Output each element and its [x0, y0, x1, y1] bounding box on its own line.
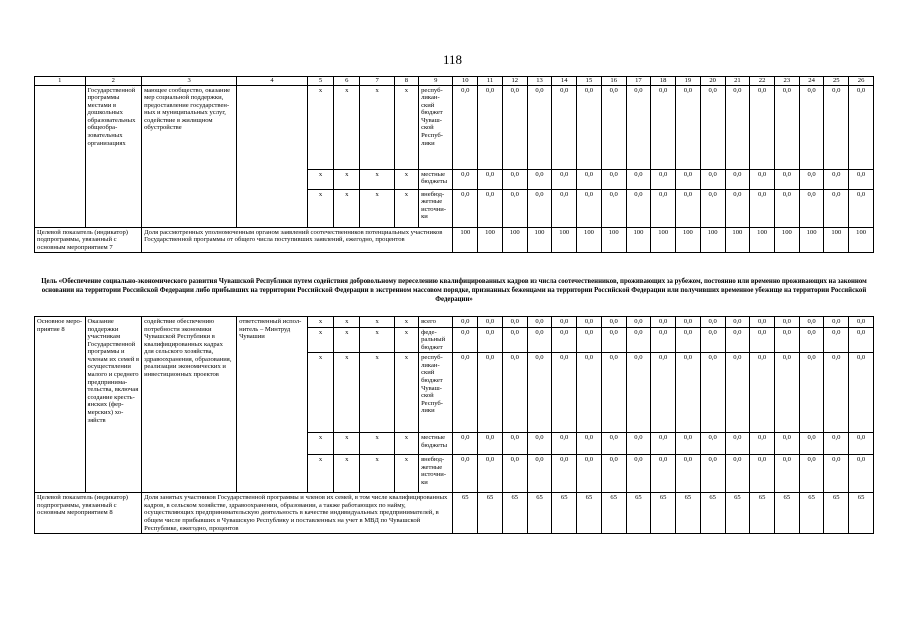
- column-number: 1: [35, 77, 86, 86]
- target-value-cell: 100: [626, 227, 651, 253]
- value-cell: 0,0: [700, 353, 725, 433]
- column-number: 21: [725, 77, 750, 86]
- value-cell: 0,0: [453, 85, 478, 169]
- value-cell: 0,0: [502, 433, 527, 455]
- target-value-cell: 65: [601, 493, 626, 534]
- value-cell: 0,0: [502, 353, 527, 433]
- value-cell: 0,0: [750, 455, 775, 493]
- value-cell: 0,0: [750, 433, 775, 455]
- value-cell: 0,0: [676, 327, 701, 353]
- value-cell: 0,0: [651, 327, 676, 353]
- target-value-cell: 65: [725, 493, 750, 534]
- target-value-cell: 100: [527, 227, 552, 253]
- target-value-cell: 100: [774, 227, 799, 253]
- code-cell: x: [360, 317, 394, 328]
- column-number: 12: [502, 77, 527, 86]
- value-cell: 0,0: [725, 85, 750, 169]
- value-cell: 0,0: [849, 85, 874, 169]
- value-cell: 0,0: [700, 317, 725, 328]
- column-number: 24: [799, 77, 824, 86]
- value-cell: 0,0: [552, 85, 577, 169]
- value-cell: 0,0: [626, 317, 651, 328]
- value-cell: 0,0: [725, 189, 750, 227]
- value-cell: 0,0: [824, 317, 849, 328]
- value-cell: 0,0: [700, 455, 725, 493]
- column-number: 6: [334, 77, 360, 86]
- column-number: 20: [700, 77, 725, 86]
- funding-source-cell: внебюджетные источники: [419, 455, 453, 493]
- table-block-2: [34, 316, 874, 534]
- value-cell: 0,0: [527, 433, 552, 455]
- target-indicator-label: Целевой показатель (индикатор) подпрограммы, увязанный с основным мероприятием 8: [35, 493, 142, 534]
- value-cell: 0,0: [626, 433, 651, 455]
- value-cell: 0,0: [552, 327, 577, 353]
- column-number: 3: [142, 77, 237, 86]
- value-cell: 0,0: [552, 433, 577, 455]
- code-cell: x: [307, 85, 333, 169]
- column-number: 16: [601, 77, 626, 86]
- target-value-cell: 100: [676, 227, 701, 253]
- target-indicator-text: Доля рассмотренных уполномоченным органом заявлений соотечественников потенциальных участников Государственной программы от общего числа поступивших заявлений, ежегодно, процентов: [142, 227, 453, 253]
- target-value-cell: 65: [700, 493, 725, 534]
- column-number: 10: [453, 77, 478, 86]
- value-cell: 0,0: [676, 433, 701, 455]
- value-cell: 0,0: [478, 189, 503, 227]
- code-cell: x: [307, 317, 333, 328]
- target-value-cell: 100: [824, 227, 849, 253]
- code-cell: x: [307, 433, 333, 455]
- value-cell: 0,0: [676, 189, 701, 227]
- activity-name-cell: Оказание поддержки участникам Государственной программы и членам их семей в осуществлении малого и среднего предпринимательства, включая создание крестьянских (фермерских) хозяйств: [85, 317, 142, 493]
- value-cell: 0,0: [527, 317, 552, 328]
- value-cell: 0,0: [651, 189, 676, 227]
- value-cell: 0,0: [799, 327, 824, 353]
- value-cell: 0,0: [725, 455, 750, 493]
- value-cell: 0,0: [651, 455, 676, 493]
- value-cell: 0,0: [849, 317, 874, 328]
- funding-row: [35, 85, 874, 169]
- table-block-1: [34, 76, 874, 253]
- column-number: 26: [849, 77, 874, 86]
- funding-source-cell: местные бюджеты: [419, 169, 453, 189]
- target-indicator-row: [35, 493, 874, 534]
- value-cell: 0,0: [651, 85, 676, 169]
- value-cell: 0,0: [725, 327, 750, 353]
- code-cell: x: [334, 433, 360, 455]
- funding-source-cell: федеральный бюджет: [419, 327, 453, 353]
- target-indicator-text: Доля занятых участников Государственной программы и членов их семей, в том числе квалифицированных кадров, в сельском хозяйстве, здравоохранении, образовании, а также работающих по найму, осуществляющих предпринимательскую деятельность в качестве индивидуальных предпринимателей, в общем числе прибывших в Чувашскую Республику и поставленных на учет в МВД по Чувашской Республике, ежегодно, процентов: [142, 493, 453, 534]
- value-cell: 0,0: [725, 353, 750, 433]
- value-cell: 0,0: [824, 189, 849, 227]
- column-number: 4: [237, 77, 308, 86]
- code-cell: x: [334, 327, 360, 353]
- value-cell: 0,0: [626, 169, 651, 189]
- value-cell: 0,0: [478, 169, 503, 189]
- value-cell: 0,0: [552, 169, 577, 189]
- value-cell: 0,0: [824, 85, 849, 169]
- code-cell: x: [307, 189, 333, 227]
- column-number: 25: [824, 77, 849, 86]
- value-cell: 0,0: [577, 189, 602, 227]
- value-cell: 0,0: [601, 433, 626, 455]
- column-number: 19: [676, 77, 701, 86]
- value-cell: 0,0: [577, 455, 602, 493]
- value-cell: 0,0: [700, 169, 725, 189]
- column-number: 2: [85, 77, 142, 86]
- value-cell: 0,0: [676, 169, 701, 189]
- column-number: 15: [577, 77, 602, 86]
- column-number: 11: [478, 77, 503, 86]
- value-cell: 0,0: [799, 169, 824, 189]
- value-cell: 0,0: [725, 433, 750, 455]
- value-cell: 0,0: [824, 169, 849, 189]
- funding-row: [35, 317, 874, 328]
- code-cell: x: [360, 327, 394, 353]
- column-number: 9: [419, 77, 453, 86]
- value-cell: 0,0: [750, 189, 775, 227]
- funding-source-cell: всего: [419, 317, 453, 328]
- value-cell: 0,0: [577, 169, 602, 189]
- value-cell: 0,0: [849, 189, 874, 227]
- code-cell: x: [394, 317, 418, 328]
- activity-goal-cell: мающее сообщество, оказание мер социальной поддержки, предоставление государственных и муниципальных услуг, содействие в жилищном обустройстве: [142, 85, 237, 227]
- value-cell: 0,0: [502, 85, 527, 169]
- code-cell: x: [334, 169, 360, 189]
- value-cell: 0,0: [750, 169, 775, 189]
- value-cell: 0,0: [774, 433, 799, 455]
- value-cell: 0,0: [527, 189, 552, 227]
- value-cell: 0,0: [799, 433, 824, 455]
- value-cell: 0,0: [478, 327, 503, 353]
- value-cell: 0,0: [676, 455, 701, 493]
- value-cell: 0,0: [651, 169, 676, 189]
- value-cell: 0,0: [626, 189, 651, 227]
- column-number: 18: [651, 77, 676, 86]
- value-cell: 0,0: [774, 189, 799, 227]
- code-cell: x: [360, 353, 394, 433]
- value-cell: 0,0: [478, 85, 503, 169]
- target-value-cell: 65: [824, 493, 849, 534]
- value-cell: 0,0: [502, 169, 527, 189]
- value-cell: 0,0: [725, 169, 750, 189]
- code-cell: x: [394, 353, 418, 433]
- value-cell: 0,0: [552, 189, 577, 227]
- funding-source-cell: внебюджетные источники: [419, 189, 453, 227]
- value-cell: 0,0: [478, 455, 503, 493]
- value-cell: 0,0: [453, 353, 478, 433]
- column-number-row: [35, 77, 874, 86]
- value-cell: 0,0: [453, 327, 478, 353]
- value-cell: 0,0: [700, 189, 725, 227]
- funding-source-cell: республиканский бюджет Чувашской Республики: [419, 85, 453, 169]
- value-cell: 0,0: [478, 317, 503, 328]
- target-value-cell: 100: [552, 227, 577, 253]
- target-value-cell: 65: [774, 493, 799, 534]
- value-cell: 0,0: [799, 189, 824, 227]
- value-cell: 0,0: [453, 433, 478, 455]
- value-cell: 0,0: [502, 189, 527, 227]
- value-cell: 0,0: [502, 455, 527, 493]
- value-cell: 0,0: [577, 327, 602, 353]
- target-value-cell: 100: [725, 227, 750, 253]
- value-cell: 0,0: [552, 455, 577, 493]
- executor-cell: [237, 85, 308, 227]
- value-cell: 0,0: [750, 327, 775, 353]
- code-cell: x: [394, 455, 418, 493]
- target-value-cell: 100: [601, 227, 626, 253]
- goal-heading: Цель «Обеспечение социально-экономического развития Чувашской Республики путем содействия добровольному переселению квалифицированных кадров из числа соотечественников, проживающих за рубежом, постоянно или временно проживающих на законном основании на территории Российской Федерации либо прибывших на территории Российской Федерации в экстренном массовом порядке, признанных беженцами на территории Российской Федерации или получивших временное убежище на территории Российской Федерации»: [41, 278, 867, 303]
- value-cell: 0,0: [453, 189, 478, 227]
- code-cell: x: [394, 433, 418, 455]
- target-value-cell: 65: [453, 493, 478, 534]
- value-cell: 0,0: [849, 433, 874, 455]
- value-cell: 0,0: [577, 433, 602, 455]
- value-cell: 0,0: [527, 327, 552, 353]
- target-value-cell: 65: [750, 493, 775, 534]
- value-cell: 0,0: [626, 327, 651, 353]
- code-cell: x: [394, 85, 418, 169]
- target-value-cell: 100: [651, 227, 676, 253]
- target-value-cell: 100: [700, 227, 725, 253]
- code-cell: x: [394, 327, 418, 353]
- value-cell: 0,0: [676, 353, 701, 433]
- column-number: 5: [307, 77, 333, 86]
- value-cell: 0,0: [478, 353, 503, 433]
- value-cell: 0,0: [774, 327, 799, 353]
- value-cell: 0,0: [750, 353, 775, 433]
- value-cell: 0,0: [478, 433, 503, 455]
- column-number: 23: [774, 77, 799, 86]
- value-cell: 0,0: [849, 327, 874, 353]
- code-cell: x: [334, 85, 360, 169]
- value-cell: 0,0: [527, 169, 552, 189]
- value-cell: 0,0: [824, 433, 849, 455]
- target-value-cell: 65: [626, 493, 651, 534]
- value-cell: 0,0: [601, 189, 626, 227]
- code-cell: x: [360, 189, 394, 227]
- code-cell: x: [307, 169, 333, 189]
- target-value-cell: 65: [676, 493, 701, 534]
- target-value-cell: 65: [527, 493, 552, 534]
- target-value-cell: 65: [577, 493, 602, 534]
- target-value-cell: 65: [651, 493, 676, 534]
- target-value-cell: 100: [799, 227, 824, 253]
- target-value-cell: 100: [577, 227, 602, 253]
- target-value-cell: 100: [502, 227, 527, 253]
- code-cell: x: [334, 455, 360, 493]
- code-cell: x: [360, 433, 394, 455]
- target-value-cell: 65: [799, 493, 824, 534]
- funding-source-cell: местные бюджеты: [419, 433, 453, 455]
- code-cell: x: [360, 169, 394, 189]
- target-value-cell: 65: [552, 493, 577, 534]
- value-cell: 0,0: [626, 455, 651, 493]
- target-value-cell: 100: [750, 227, 775, 253]
- value-cell: 0,0: [651, 317, 676, 328]
- value-cell: 0,0: [799, 85, 824, 169]
- funding-source-cell: республиканский бюджет Чувашской Республики: [419, 353, 453, 433]
- value-cell: 0,0: [527, 455, 552, 493]
- value-cell: 0,0: [700, 85, 725, 169]
- activity-number-cell: Основное мероприятие 8: [35, 317, 86, 493]
- value-cell: 0,0: [750, 85, 775, 169]
- value-cell: 0,0: [552, 353, 577, 433]
- code-cell: x: [334, 317, 360, 328]
- value-cell: 0,0: [849, 353, 874, 433]
- value-cell: 0,0: [527, 85, 552, 169]
- value-cell: 0,0: [577, 317, 602, 328]
- value-cell: 0,0: [601, 317, 626, 328]
- value-cell: 0,0: [824, 353, 849, 433]
- value-cell: 0,0: [626, 353, 651, 433]
- value-cell: 0,0: [774, 455, 799, 493]
- value-cell: 0,0: [453, 169, 478, 189]
- value-cell: 0,0: [676, 317, 701, 328]
- value-cell: 0,0: [651, 433, 676, 455]
- executor-cell: ответственный исполнитель – Минтруд Чувашии: [237, 317, 308, 493]
- target-indicator-row: [35, 227, 874, 253]
- value-cell: 0,0: [502, 327, 527, 353]
- value-cell: 0,0: [849, 455, 874, 493]
- activity-name-cell: Государственной программы местами в дошкольных образовательных общеобразовательных организациях: [85, 85, 142, 227]
- value-cell: 0,0: [601, 85, 626, 169]
- value-cell: 0,0: [601, 455, 626, 493]
- target-value-cell: 65: [502, 493, 527, 534]
- value-cell: 0,0: [799, 353, 824, 433]
- value-cell: 0,0: [577, 85, 602, 169]
- column-number: 8: [394, 77, 418, 86]
- value-cell: 0,0: [453, 455, 478, 493]
- target-value-cell: 65: [849, 493, 874, 534]
- value-cell: 0,0: [774, 85, 799, 169]
- code-cell: x: [360, 455, 394, 493]
- value-cell: 0,0: [774, 353, 799, 433]
- value-cell: 0,0: [626, 85, 651, 169]
- value-cell: 0,0: [577, 353, 602, 433]
- page-number: 118: [442, 52, 463, 67]
- value-cell: 0,0: [799, 317, 824, 328]
- value-cell: 0,0: [651, 353, 676, 433]
- value-cell: 0,0: [527, 353, 552, 433]
- value-cell: 0,0: [774, 169, 799, 189]
- value-cell: 0,0: [750, 317, 775, 328]
- target-value-cell: 100: [849, 227, 874, 253]
- code-cell: x: [307, 455, 333, 493]
- value-cell: 0,0: [601, 353, 626, 433]
- code-cell: x: [334, 353, 360, 433]
- code-cell: x: [307, 353, 333, 433]
- activity-goal-cell: содействие обеспечению потребности экономики Чувашской Республики в квалифицированных кадрах для сельского хозяйства, здравоохранения, образования, реализации экономических и инвестиционных проектов: [142, 317, 237, 493]
- value-cell: 0,0: [676, 85, 701, 169]
- code-cell: x: [307, 327, 333, 353]
- value-cell: 0,0: [700, 433, 725, 455]
- value-cell: 0,0: [725, 317, 750, 328]
- value-cell: 0,0: [502, 317, 527, 328]
- code-cell: x: [334, 189, 360, 227]
- value-cell: 0,0: [601, 327, 626, 353]
- code-cell: x: [394, 169, 418, 189]
- value-cell: 0,0: [552, 317, 577, 328]
- column-number: 22: [750, 77, 775, 86]
- code-cell: x: [394, 189, 418, 227]
- column-number: 13: [527, 77, 552, 86]
- value-cell: 0,0: [824, 455, 849, 493]
- target-value-cell: 65: [478, 493, 503, 534]
- value-cell: 0,0: [799, 455, 824, 493]
- value-cell: 0,0: [824, 327, 849, 353]
- target-indicator-label: Целевой показатель (индикатор) подпрограммы, увязанный с основным мероприятием 7: [35, 227, 142, 253]
- value-cell: 0,0: [453, 317, 478, 328]
- code-cell: x: [360, 85, 394, 169]
- value-cell: 0,0: [774, 317, 799, 328]
- column-number: 17: [626, 77, 651, 86]
- target-value-cell: 100: [453, 227, 478, 253]
- column-number: 7: [360, 77, 394, 86]
- activity-number-cell: [35, 85, 86, 227]
- value-cell: 0,0: [601, 169, 626, 189]
- column-number: 14: [552, 77, 577, 86]
- value-cell: 0,0: [849, 169, 874, 189]
- value-cell: 0,0: [700, 327, 725, 353]
- target-value-cell: 100: [478, 227, 503, 253]
